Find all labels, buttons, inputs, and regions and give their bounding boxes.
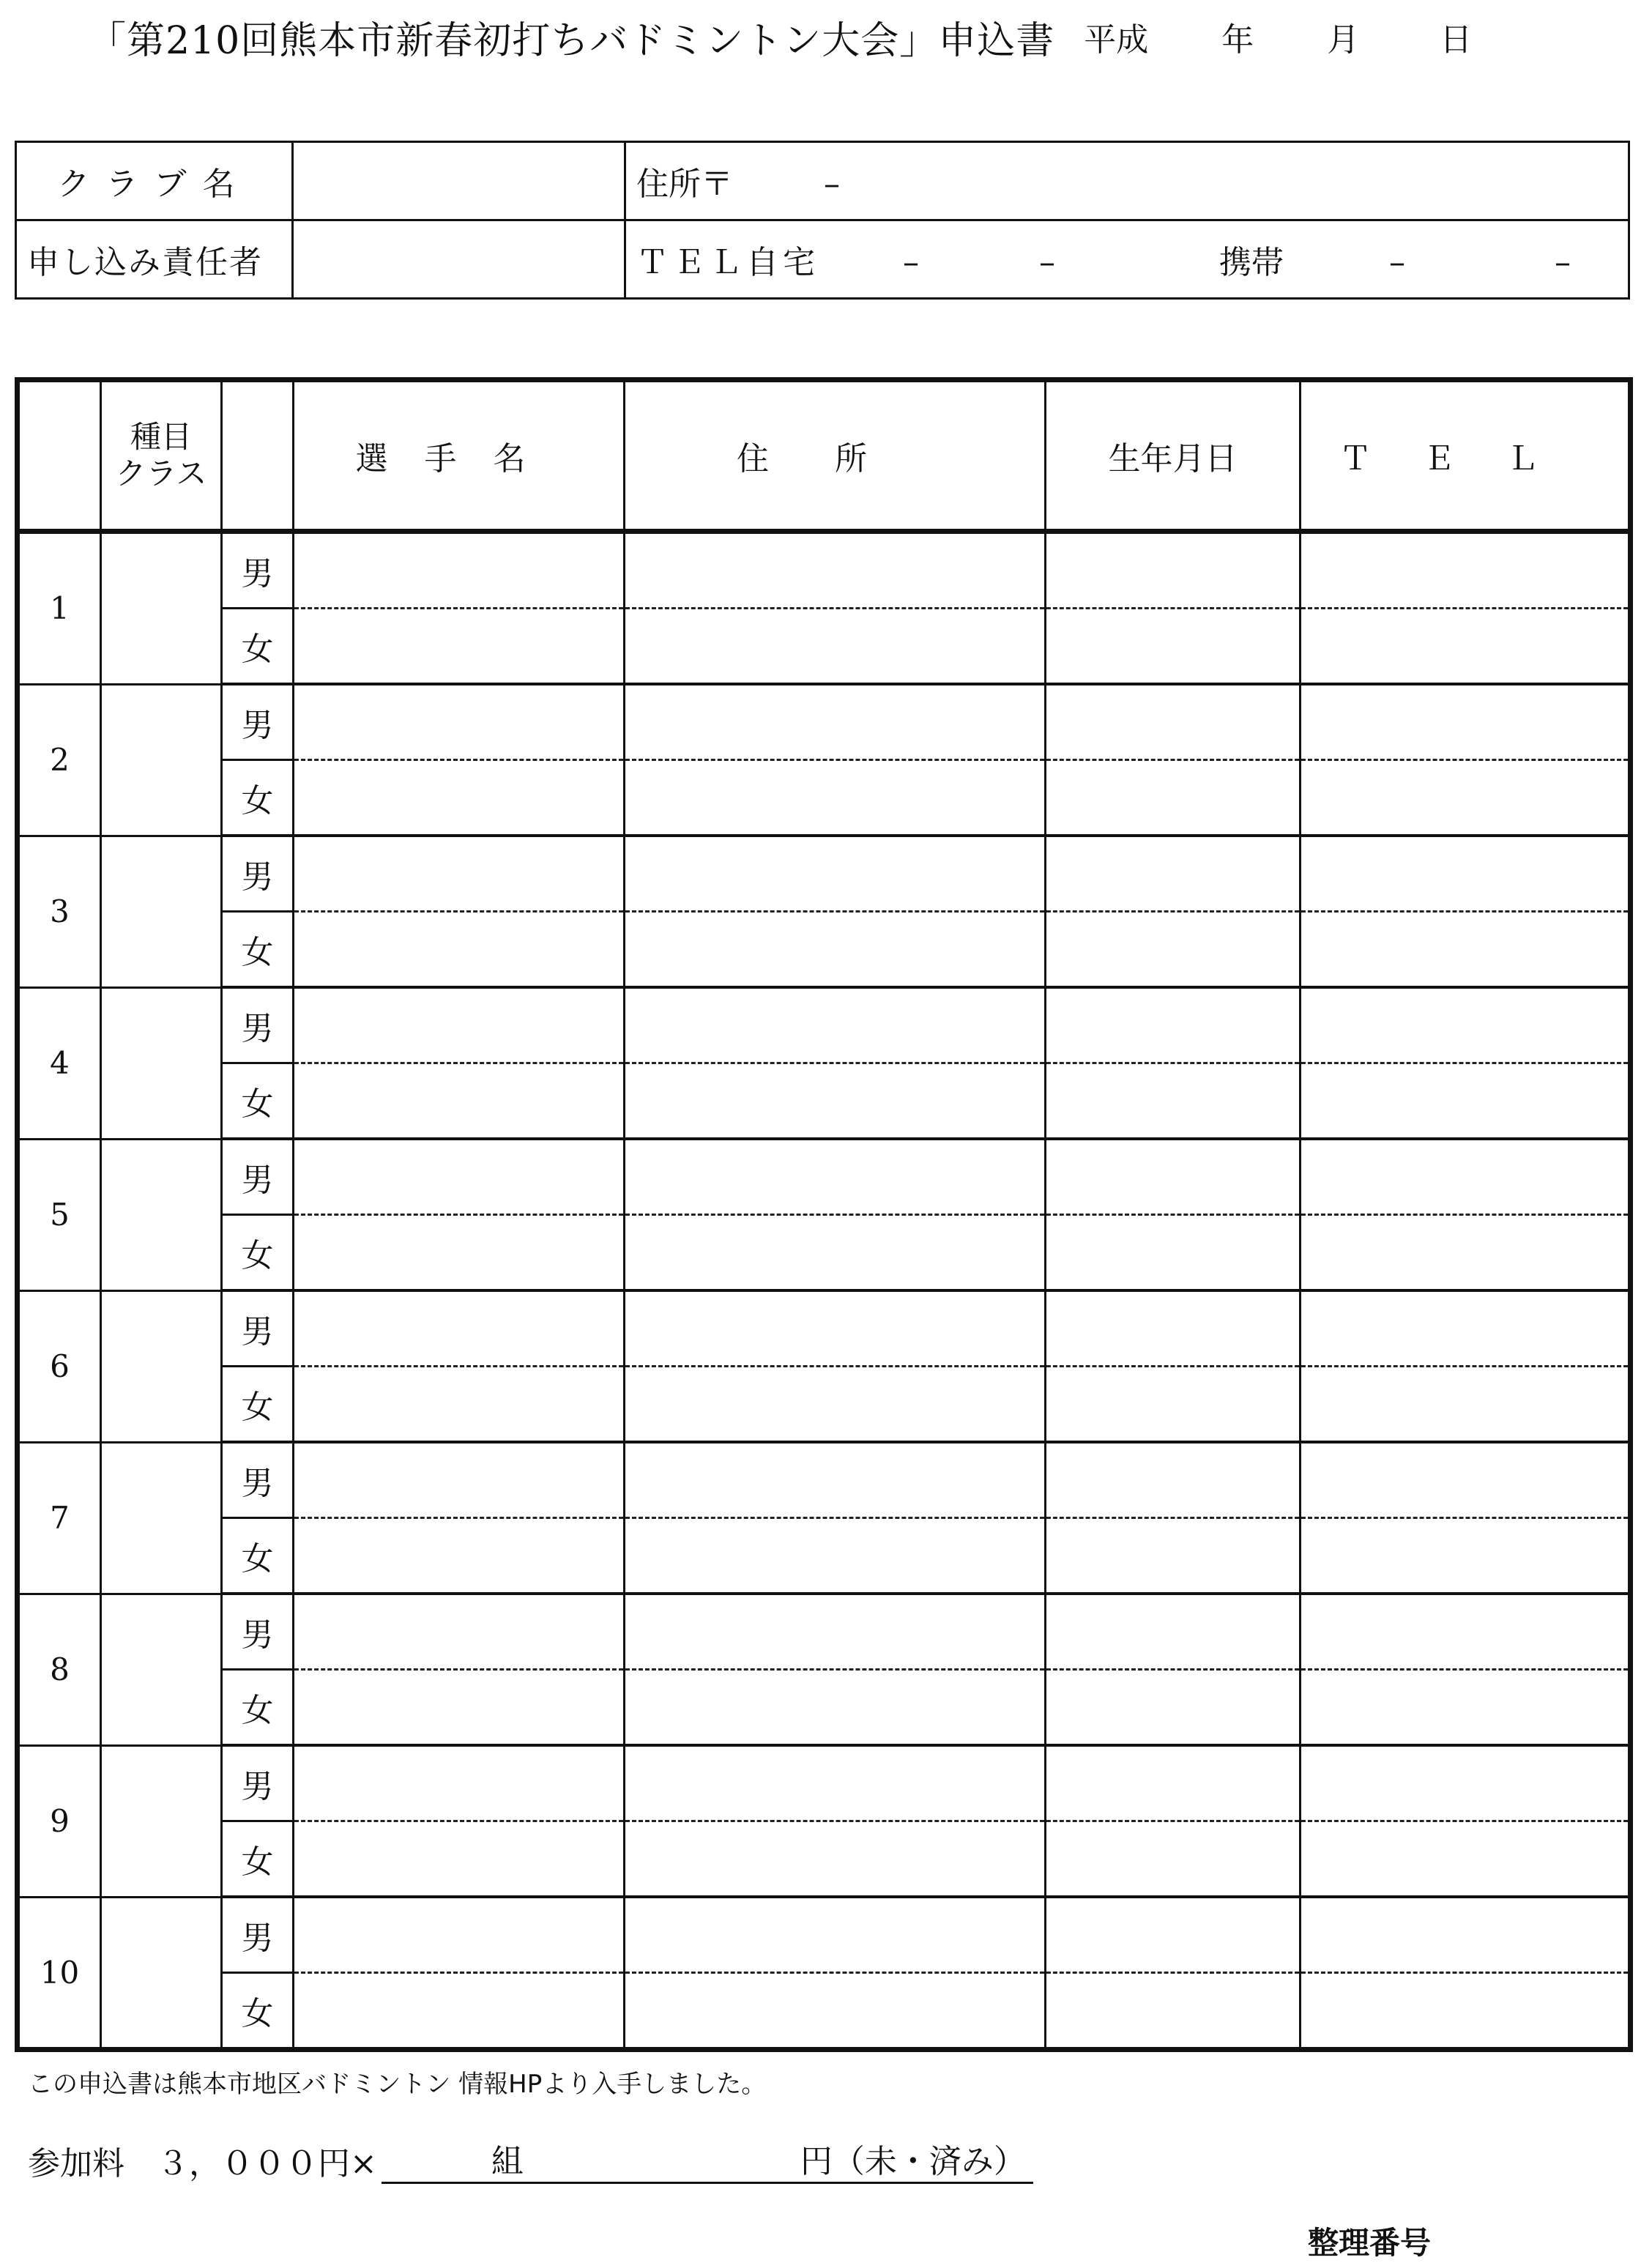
sex-male-label: 男 xyxy=(222,1290,294,1367)
responsible-field[interactable] xyxy=(293,220,625,299)
row-number: 2 xyxy=(18,684,101,836)
player-tel-field[interactable] xyxy=(1301,987,1631,1063)
player-address-field[interactable] xyxy=(625,760,1046,836)
sex-female-label: 女 xyxy=(222,912,294,988)
player-name-field[interactable] xyxy=(294,1670,625,1746)
sex-male-label: 男 xyxy=(222,1442,294,1518)
player-address-field[interactable] xyxy=(625,1367,1046,1443)
event-class-field[interactable] xyxy=(101,1442,222,1594)
form-title: 「第210回熊本市新春初打ちバドミントン大会」申込書 xyxy=(88,18,1055,63)
club-name-field[interactable] xyxy=(293,142,625,220)
player-name-field[interactable] xyxy=(294,912,625,988)
sex-female-label: 女 xyxy=(222,609,294,685)
player-birthdate-field[interactable] xyxy=(1046,1745,1301,1821)
player-tel-field[interactable] xyxy=(1301,760,1631,836)
player-name-field[interactable] xyxy=(294,609,625,685)
header-event-label: 種目 xyxy=(130,418,192,455)
row-number: 10 xyxy=(18,1897,101,2050)
event-class-field[interactable] xyxy=(101,1745,222,1897)
player-address-field[interactable] xyxy=(625,1290,1046,1367)
player-birthdate-field[interactable] xyxy=(1046,1518,1301,1594)
sex-female-label: 女 xyxy=(222,1821,294,1898)
sex-male-label: 男 xyxy=(222,987,294,1063)
tel-field[interactable] xyxy=(625,220,1629,299)
player-birthdate-field[interactable] xyxy=(1046,532,1301,609)
player-address-field[interactable] xyxy=(625,1973,1046,2050)
player-birthdate-field[interactable] xyxy=(1046,1973,1301,2050)
roster-row-male xyxy=(18,532,1631,609)
sex-female-label: 女 xyxy=(222,1215,294,1291)
mobile-dash-2: – xyxy=(1555,244,1571,281)
player-address-field[interactable] xyxy=(625,532,1046,609)
header-number xyxy=(18,380,101,532)
club-name-label: クラブ名 xyxy=(16,142,293,220)
player-tel-field[interactable] xyxy=(1301,684,1631,760)
player-address-field[interactable] xyxy=(625,684,1046,760)
player-name-field[interactable] xyxy=(294,532,625,609)
event-class-field[interactable] xyxy=(101,1290,222,1442)
roster-row-female xyxy=(18,1670,1631,1746)
fee-unit: 組 xyxy=(491,2143,524,2180)
player-tel-field[interactable] xyxy=(1301,609,1631,685)
player-name-field[interactable] xyxy=(294,1973,625,2050)
player-address-field[interactable] xyxy=(625,987,1046,1063)
sex-female-label: 女 xyxy=(222,1670,294,1746)
player-tel-field[interactable] xyxy=(1301,1442,1631,1518)
row-number: 7 xyxy=(18,1442,101,1594)
roster-row-male xyxy=(18,1897,1631,1973)
date-month-label[interactable]: 月 xyxy=(1327,21,1360,59)
player-name-field[interactable] xyxy=(294,1745,625,1821)
sex-male-label: 男 xyxy=(222,1897,294,1973)
player-name-field[interactable] xyxy=(294,1442,625,1518)
header-player-name: 選手名 xyxy=(294,380,625,532)
player-tel-field[interactable] xyxy=(1301,1745,1631,1821)
roster-row-female xyxy=(18,760,1631,836)
address-field[interactable] xyxy=(625,142,1629,220)
date-day-label[interactable]: 日 xyxy=(1440,21,1473,59)
player-address-field[interactable] xyxy=(625,1518,1046,1594)
date-era: 平成 xyxy=(1084,21,1149,59)
player-name-field[interactable] xyxy=(294,1290,625,1367)
player-name-field[interactable] xyxy=(294,1518,625,1594)
player-name-field[interactable] xyxy=(294,1063,625,1140)
player-name-field[interactable] xyxy=(294,836,625,912)
header-class-label: クラス xyxy=(115,456,207,491)
player-name-field[interactable] xyxy=(294,987,625,1063)
player-tel-field[interactable] xyxy=(1301,836,1631,912)
event-class-field[interactable] xyxy=(101,836,222,987)
event-class-field[interactable] xyxy=(101,1897,222,2050)
player-birthdate-field[interactable] xyxy=(1046,1290,1301,1367)
roster-row-female xyxy=(18,1367,1631,1443)
sex-female-label: 女 xyxy=(222,1367,294,1443)
fee-label: 参加料 ３，０００円× xyxy=(28,2145,377,2182)
player-address-field[interactable] xyxy=(625,1063,1046,1140)
fee-line xyxy=(28,2135,1033,2184)
player-address-field[interactable] xyxy=(625,1821,1046,1898)
roster-row-male xyxy=(18,1594,1631,1670)
reference-number-label: 整理番号 xyxy=(1308,2225,1432,2261)
row-number: 9 xyxy=(18,1745,101,1897)
player-birthdate-field[interactable] xyxy=(1046,1215,1301,1291)
row-number: 3 xyxy=(18,836,101,987)
sex-male-label: 男 xyxy=(222,836,294,912)
player-address-field[interactable] xyxy=(625,912,1046,988)
responsible-label: 申し込み責任者 xyxy=(16,220,293,299)
row-number: 4 xyxy=(18,987,101,1139)
row-number: 8 xyxy=(18,1594,101,1745)
sex-male-label: 男 xyxy=(222,1139,294,1215)
header-event-class xyxy=(101,380,222,532)
player-address-field[interactable] xyxy=(625,836,1046,912)
player-birthdate-field[interactable] xyxy=(1046,1821,1301,1898)
player-name-field[interactable] xyxy=(294,1821,625,1898)
sex-female-label: 女 xyxy=(222,1063,294,1140)
roster-header-row xyxy=(18,380,1631,532)
roster-row-female xyxy=(18,1518,1631,1594)
player-tel-field[interactable] xyxy=(1301,1139,1631,1215)
event-class-field[interactable] xyxy=(101,684,222,836)
player-tel-field[interactable] xyxy=(1301,532,1631,609)
player-name-field[interactable] xyxy=(294,1897,625,1973)
fee-yen: 円（未・済み） xyxy=(800,2143,1026,2180)
roster-row-female xyxy=(18,1821,1631,1898)
player-tel-field[interactable] xyxy=(1301,912,1631,988)
player-birthdate-field[interactable] xyxy=(1046,684,1301,760)
tel-home-label: ＴＥＬ自宅 xyxy=(636,244,819,281)
player-name-field[interactable] xyxy=(294,1367,625,1443)
roster-row-male xyxy=(18,1290,1631,1367)
player-name-field[interactable] xyxy=(294,760,625,836)
roster-row-male xyxy=(18,1745,1631,1821)
player-birthdate-field[interactable] xyxy=(1046,1442,1301,1518)
sex-male-label: 男 xyxy=(222,1594,294,1670)
event-class-field[interactable] xyxy=(101,532,222,685)
date-fields xyxy=(1084,13,1472,60)
sex-male-label: 男 xyxy=(222,684,294,760)
roster-row-female xyxy=(18,912,1631,988)
player-address-field[interactable] xyxy=(625,1670,1046,1746)
roster-row-male xyxy=(18,684,1631,760)
header-tel: ＴＥＬ xyxy=(1301,380,1631,532)
player-address-field[interactable] xyxy=(625,609,1046,685)
player-address-field[interactable] xyxy=(625,1215,1046,1291)
date-year-label[interactable]: 年 xyxy=(1221,21,1254,59)
player-address-field[interactable] xyxy=(625,1897,1046,1973)
club-info-table xyxy=(15,141,1630,300)
player-tel-field[interactable] xyxy=(1301,1367,1631,1443)
player-tel-field[interactable] xyxy=(1301,1594,1631,1670)
player-roster-table xyxy=(15,377,1633,2052)
tel-dash-2: – xyxy=(1039,244,1055,281)
player-birthdate-field[interactable] xyxy=(1046,912,1301,988)
roster-row-male xyxy=(18,987,1631,1063)
header-birthdate: 生年月日 xyxy=(1046,380,1301,532)
row-number: 5 xyxy=(18,1139,101,1290)
roster-row-male xyxy=(18,836,1631,912)
roster-row-female xyxy=(18,1215,1631,1291)
player-birthdate-field[interactable] xyxy=(1046,609,1301,685)
player-tel-field[interactable] xyxy=(1301,1290,1631,1367)
sex-male-label: 男 xyxy=(222,1745,294,1821)
event-class-field[interactable] xyxy=(101,987,222,1139)
roster-row-male xyxy=(18,1442,1631,1518)
sex-female-label: 女 xyxy=(222,760,294,836)
mobile-label: 携帯 xyxy=(1219,244,1284,281)
roster-row-female xyxy=(18,609,1631,685)
player-address-field[interactable] xyxy=(625,1139,1046,1215)
player-birthdate-field[interactable] xyxy=(1046,1367,1301,1443)
fee-blank[interactable] xyxy=(382,2135,1033,2184)
header-sex xyxy=(222,380,294,532)
player-tel-field[interactable] xyxy=(1301,1518,1631,1594)
postal-dash: – xyxy=(824,166,840,203)
roster-row-male xyxy=(18,1139,1631,1215)
sex-male-label: 男 xyxy=(222,532,294,609)
player-name-field[interactable] xyxy=(294,1139,625,1215)
sex-female-label: 女 xyxy=(222,1973,294,2050)
roster-row-female xyxy=(18,1973,1631,2050)
player-name-field[interactable] xyxy=(294,684,625,760)
player-tel-field[interactable] xyxy=(1301,1821,1631,1898)
player-birthdate-field[interactable] xyxy=(1046,1670,1301,1746)
sex-female-label: 女 xyxy=(222,1518,294,1594)
header-address: 住所 xyxy=(625,380,1046,532)
player-address-field[interactable] xyxy=(625,1442,1046,1518)
tel-dash-1: – xyxy=(903,244,919,281)
row-number: 6 xyxy=(18,1290,101,1442)
player-address-field[interactable] xyxy=(625,1745,1046,1821)
player-tel-field[interactable] xyxy=(1301,1215,1631,1291)
roster-body xyxy=(18,532,1631,2050)
player-birthdate-field[interactable] xyxy=(1046,1594,1301,1670)
player-name-field[interactable] xyxy=(294,1215,625,1291)
roster-row-female xyxy=(18,1063,1631,1140)
player-birthdate-field[interactable] xyxy=(1046,760,1301,836)
player-tel-field[interactable] xyxy=(1301,1973,1631,2050)
player-tel-field[interactable] xyxy=(1301,1670,1631,1746)
player-birthdate-field[interactable] xyxy=(1046,1063,1301,1140)
player-tel-field[interactable] xyxy=(1301,1063,1631,1140)
mobile-dash-1: – xyxy=(1389,244,1405,281)
player-birthdate-field[interactable] xyxy=(1046,1139,1301,1215)
player-birthdate-field[interactable] xyxy=(1046,987,1301,1063)
source-note: この申込書は熊本市地区バドミントン 情報HPより入手しました。 xyxy=(28,2070,767,2099)
player-name-field[interactable] xyxy=(294,1594,625,1670)
row-number: 1 xyxy=(18,532,101,685)
address-label: 住所〒 xyxy=(636,166,733,203)
player-address-field[interactable] xyxy=(625,1594,1046,1670)
player-tel-field[interactable] xyxy=(1301,1897,1631,1973)
event-class-field[interactable] xyxy=(101,1594,222,1745)
form-title-bar xyxy=(88,6,1472,67)
player-birthdate-field[interactable] xyxy=(1046,836,1301,912)
player-birthdate-field[interactable] xyxy=(1046,1897,1301,1973)
event-class-field[interactable] xyxy=(101,1139,222,1290)
